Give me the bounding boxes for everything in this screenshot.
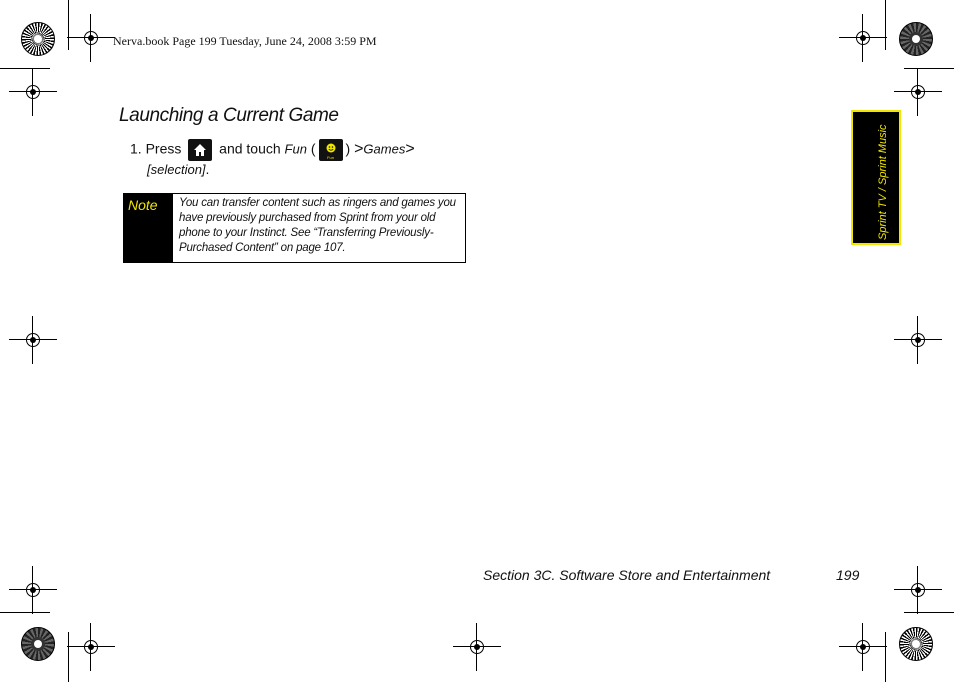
trim-line — [904, 612, 954, 613]
fun-smiley-icon — [319, 139, 343, 161]
trim-line — [0, 68, 50, 69]
section-side-tab — [851, 110, 901, 245]
trim-line — [68, 0, 69, 50]
crosshair-icon — [81, 28, 101, 48]
page-number: 199 — [836, 567, 860, 583]
crosshair-icon — [23, 82, 43, 102]
crosshair-icon — [81, 637, 101, 657]
trim-line — [0, 612, 50, 613]
trim-line — [904, 68, 954, 69]
fun-label: Fun — [284, 141, 307, 157]
note-label: Note — [124, 194, 173, 262]
home-icon — [188, 139, 212, 161]
note-box — [123, 193, 466, 263]
footer-section-title: Section 3C. Software Store and Entertainment — [483, 567, 771, 583]
registration-wheel-icon — [899, 22, 933, 56]
crosshair-icon — [23, 580, 43, 600]
selection-label: [selection] — [147, 162, 206, 177]
press-text: Press — [145, 140, 182, 157]
side-tab-label: Sprint TV / Sprint Music — [877, 124, 889, 240]
gt-separator: > — [405, 140, 415, 158]
close-paren: ) — [345, 140, 351, 157]
trim-line — [885, 0, 886, 50]
trim-line — [68, 632, 69, 682]
print-slug: Nerva.book Page 199 Tuesday, June 24, 2008 3:59 PM — [113, 34, 377, 48]
open-paren: ( — [310, 140, 316, 157]
trim-line — [885, 632, 886, 682]
registration-wheel-icon — [21, 22, 55, 56]
note-text: You can transfer content such as ringers and games you have previously purchased from Sprint from your old phone to your Instinct. See “Transferring Previously-Purchased Content” on page 107. — [179, 197, 456, 254]
and-touch-text: and touch — [219, 140, 281, 157]
step-number: 1. — [130, 140, 142, 157]
period: . — [205, 161, 210, 177]
gt-separator: > — [354, 140, 364, 158]
crosshair-icon — [908, 330, 928, 350]
page-heading: Launching a Current Game — [119, 105, 339, 126]
crosshair-icon — [467, 637, 487, 657]
crosshair-icon — [23, 330, 43, 350]
registration-wheel-icon — [21, 627, 55, 661]
crosshair-icon — [908, 580, 928, 600]
fun-icon-caption: Fun — [327, 155, 334, 160]
games-label: Games — [363, 141, 406, 157]
crosshair-icon — [853, 637, 873, 657]
crosshair-icon — [908, 82, 928, 102]
registration-wheel-icon — [899, 627, 933, 661]
crosshair-icon — [853, 28, 873, 48]
step-1 — [130, 139, 470, 178]
